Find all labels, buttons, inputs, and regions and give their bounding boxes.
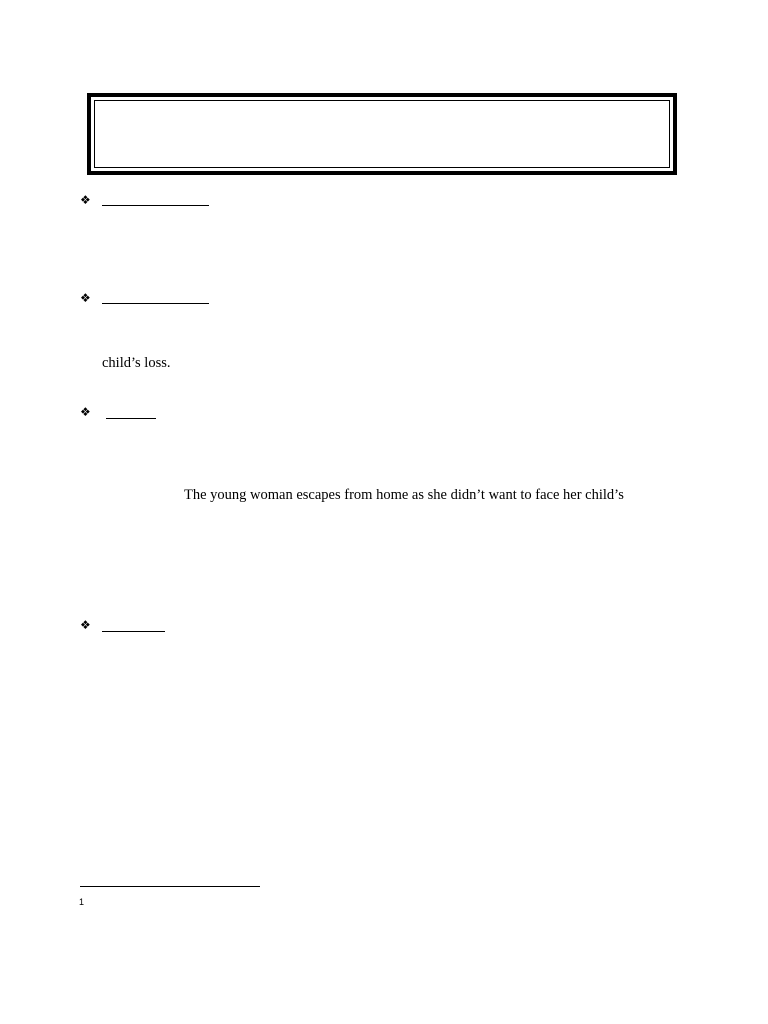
section-heading-underline bbox=[102, 631, 165, 632]
body-text-line: child’s loss. bbox=[102, 355, 171, 371]
title-box-inner bbox=[94, 100, 670, 168]
bullet-diamond-icon: ❖ bbox=[80, 193, 91, 207]
section-heading-underline bbox=[102, 205, 209, 206]
bullet-diamond-icon: ❖ bbox=[80, 405, 91, 419]
section-heading-underline bbox=[102, 303, 209, 304]
footnote-number: 1 bbox=[79, 897, 85, 907]
bullet-diamond-icon: ❖ bbox=[80, 291, 91, 305]
body-text-line: The young woman escapes from home as she didn’t want to face her child’s bbox=[184, 487, 624, 503]
title-box bbox=[87, 93, 677, 175]
footnote-separator bbox=[80, 886, 260, 887]
bullet-diamond-icon: ❖ bbox=[80, 618, 91, 632]
section-heading-underline bbox=[106, 418, 156, 419]
